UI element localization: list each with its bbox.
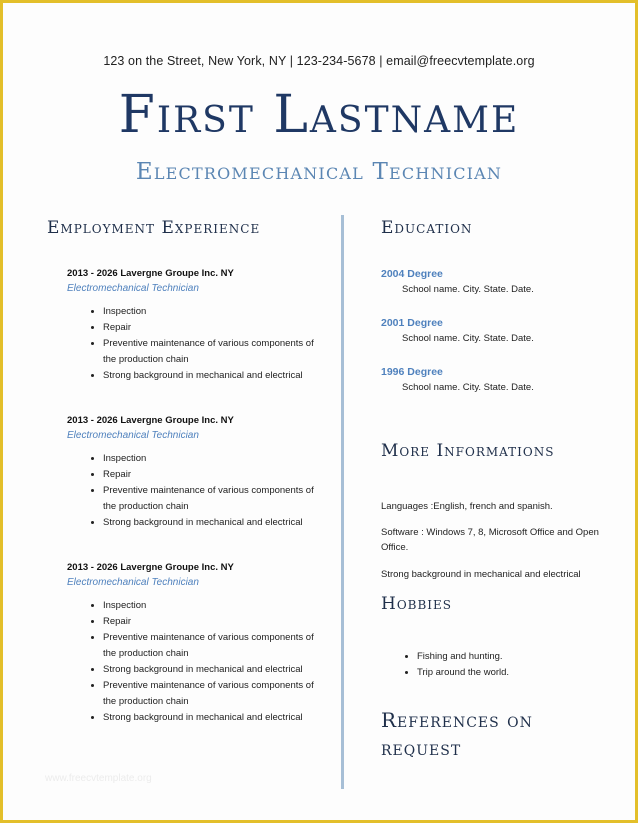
degree-year: 1996 Degree bbox=[381, 366, 443, 378]
job-duties bbox=[67, 598, 327, 726]
duty-item: • Preventive maintenance of various components of the production chain bbox=[103, 630, 327, 662]
more-info-heading: More Informations bbox=[381, 441, 555, 461]
duty-item: • Repair bbox=[103, 320, 327, 336]
background-info: Strong background in mechanical and electrical bbox=[381, 569, 581, 580]
school-info: School name. City. State. Date. bbox=[402, 382, 534, 393]
hobbies-heading: Hobbies bbox=[381, 594, 453, 614]
duty-item: • Strong background in mechanical and electrical bbox=[103, 710, 327, 726]
school-info: School name. City. State. Date. bbox=[402, 284, 534, 295]
hobby-item: • Trip around the world. bbox=[417, 665, 637, 681]
languages-info: Languages :English, french and spanish. bbox=[381, 501, 553, 512]
hobbies-list bbox=[381, 649, 637, 681]
job-entry bbox=[67, 413, 327, 531]
column-divider bbox=[341, 215, 344, 789]
job-dates: 2013 - 2026 Lavergne Groupe Inc. NY bbox=[67, 415, 234, 426]
duty-item: • Inspection bbox=[103, 304, 327, 320]
degree-year: 2004 Degree bbox=[381, 268, 443, 280]
job-entry bbox=[67, 560, 327, 726]
duty-item: • Preventive maintenance of various components of the production chain bbox=[103, 483, 327, 515]
duty-item: • Inspection bbox=[103, 451, 327, 467]
job-title: Electromechanical Technician bbox=[135, 159, 503, 185]
hobby-item: • Fishing and hunting. bbox=[417, 649, 637, 665]
contact-line: 123 on the Street, New York, NY | 123-234-5678 | email@freecvtemplate.org bbox=[103, 54, 535, 68]
job-dates: 2013 - 2026 Lavergne Groupe Inc. NY bbox=[67, 562, 234, 573]
job-duties bbox=[67, 451, 327, 531]
job-entry bbox=[67, 266, 327, 384]
candidate-name: First Lastname bbox=[118, 85, 520, 145]
education-entry bbox=[381, 364, 611, 396]
degree-year: 2001 Degree bbox=[381, 317, 443, 329]
software-info: Software : Windows 7, 8, Microsoft Office and Open Office. bbox=[381, 527, 599, 553]
job-role: Electromechanical Technician bbox=[67, 283, 199, 294]
duty-item: • Strong background in mechanical and electrical bbox=[103, 515, 327, 531]
employment-heading: Employment Experience bbox=[47, 218, 261, 238]
job-dates: 2013 - 2026 Lavergne Groupe Inc. NY bbox=[67, 268, 234, 279]
watermark: www.freecvtemplate.org bbox=[45, 773, 152, 784]
education-heading: Education bbox=[381, 218, 473, 238]
job-role: Electromechanical Technician bbox=[67, 577, 199, 588]
duty-item: • Repair bbox=[103, 467, 327, 483]
duty-item: • Strong background in mechanical and electrical bbox=[103, 662, 327, 678]
school-info: School name. City. State. Date. bbox=[402, 333, 534, 344]
duty-item: • Preventive maintenance of various components of the production chain bbox=[103, 336, 327, 368]
duty-item: • Preventive maintenance of various components of the production chain bbox=[103, 678, 327, 710]
references-heading: References on request bbox=[381, 708, 533, 760]
duty-item: • Strong background in mechanical and electrical bbox=[103, 368, 327, 384]
duty-item: • Repair bbox=[103, 614, 327, 630]
job-role: Electromechanical Technician bbox=[67, 430, 199, 441]
education-entry bbox=[381, 266, 611, 298]
education-entry bbox=[381, 315, 611, 347]
job-duties bbox=[67, 304, 327, 384]
duty-item: • Inspection bbox=[103, 598, 327, 614]
